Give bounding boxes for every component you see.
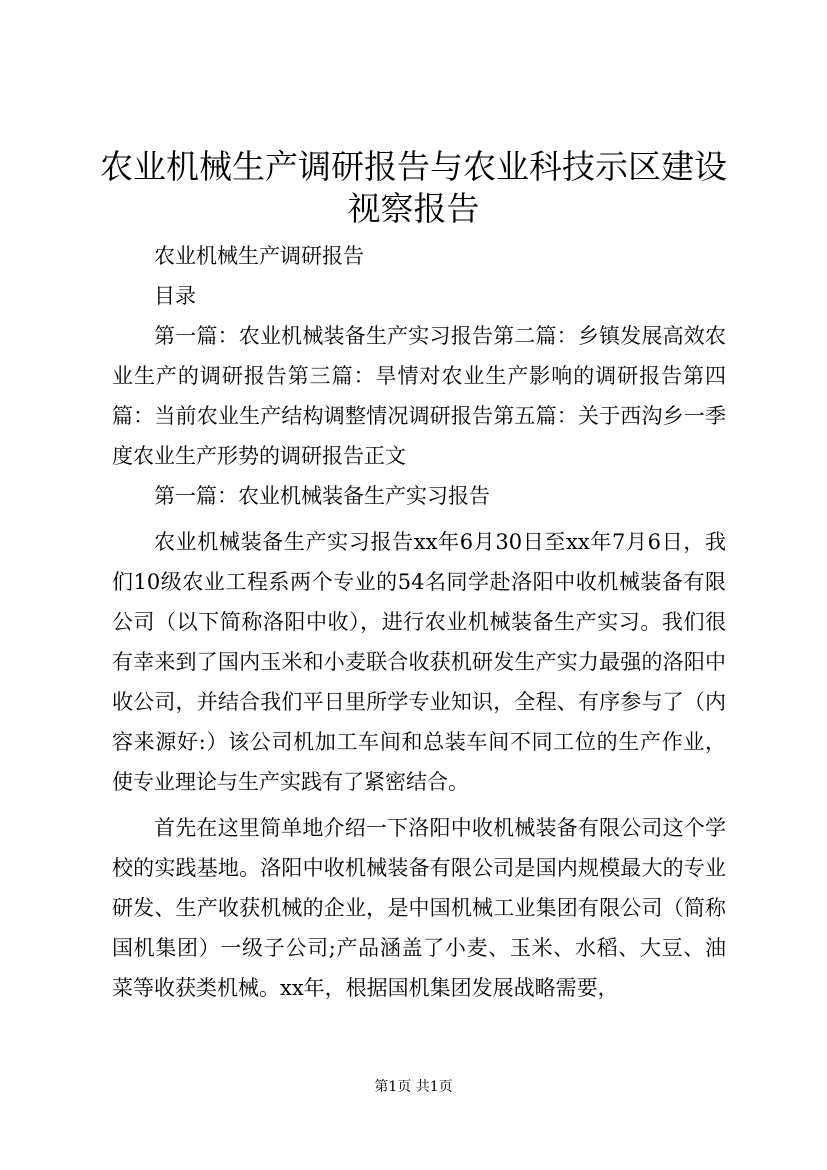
paragraph-company-intro: 首先在这里简单地介绍一下洛阳中收机械装备有限公司这个学校的实践基地。洛阳中收机械装备有限公司是国内规模最大的专业研发、生产收获机械的企业，是中国机械工业集团有限公司（简称国机集团）一级子公司;产品涵盖了小麦、玉米、水稻、大豆、油菜等收获类机械。xx年，根据国机集团发展战略需要， [112, 816, 726, 1000]
paragraph-toc-list: 第一篇：农业机械装备生产实习报告第二篇：乡镇发展高效农业生产的调研报告第三篇：旱情对农业生产影响的调研报告第四篇：当前农业生产结构调整情况调研报告第五篇：关于西沟乡一季度农业生产形势的调研报告正文 [112, 324, 726, 468]
paragraph-report-heading: 农业机械生产调研报告 [154, 244, 364, 268]
paragraph-internship-intro: 农业机械装备生产实习报告xx年6月30日至xx年7月6日，我们10级农业工程系两个专业的54名同学赴洛阳中收机械装备有限公司（以下简称洛阳中收），进行农业机械装备生产实习。我们很有幸来到了国内玉米和小麦联合收获机研发生产实力最强的洛阳中收公司，并结合我们平日里所学专业知识，全程、有序参与了（内容来源好:）该公司机加工车间和总装车间不同工位的生产作业，使专业理论与生产实践有了紧密结合。 [112, 530, 726, 794]
paragraph-toc-label: 目录 [154, 284, 196, 308]
document-body [112, 236, 726, 1008]
paragraph-chapter-heading: 第一篇：农业机械装备生产实习报告 [154, 484, 490, 508]
document-title: 农业机械生产调研报告与农业科技示区建设视察报告 [100, 147, 727, 228]
page-footer: 第1页 共1页 [374, 1079, 453, 1095]
